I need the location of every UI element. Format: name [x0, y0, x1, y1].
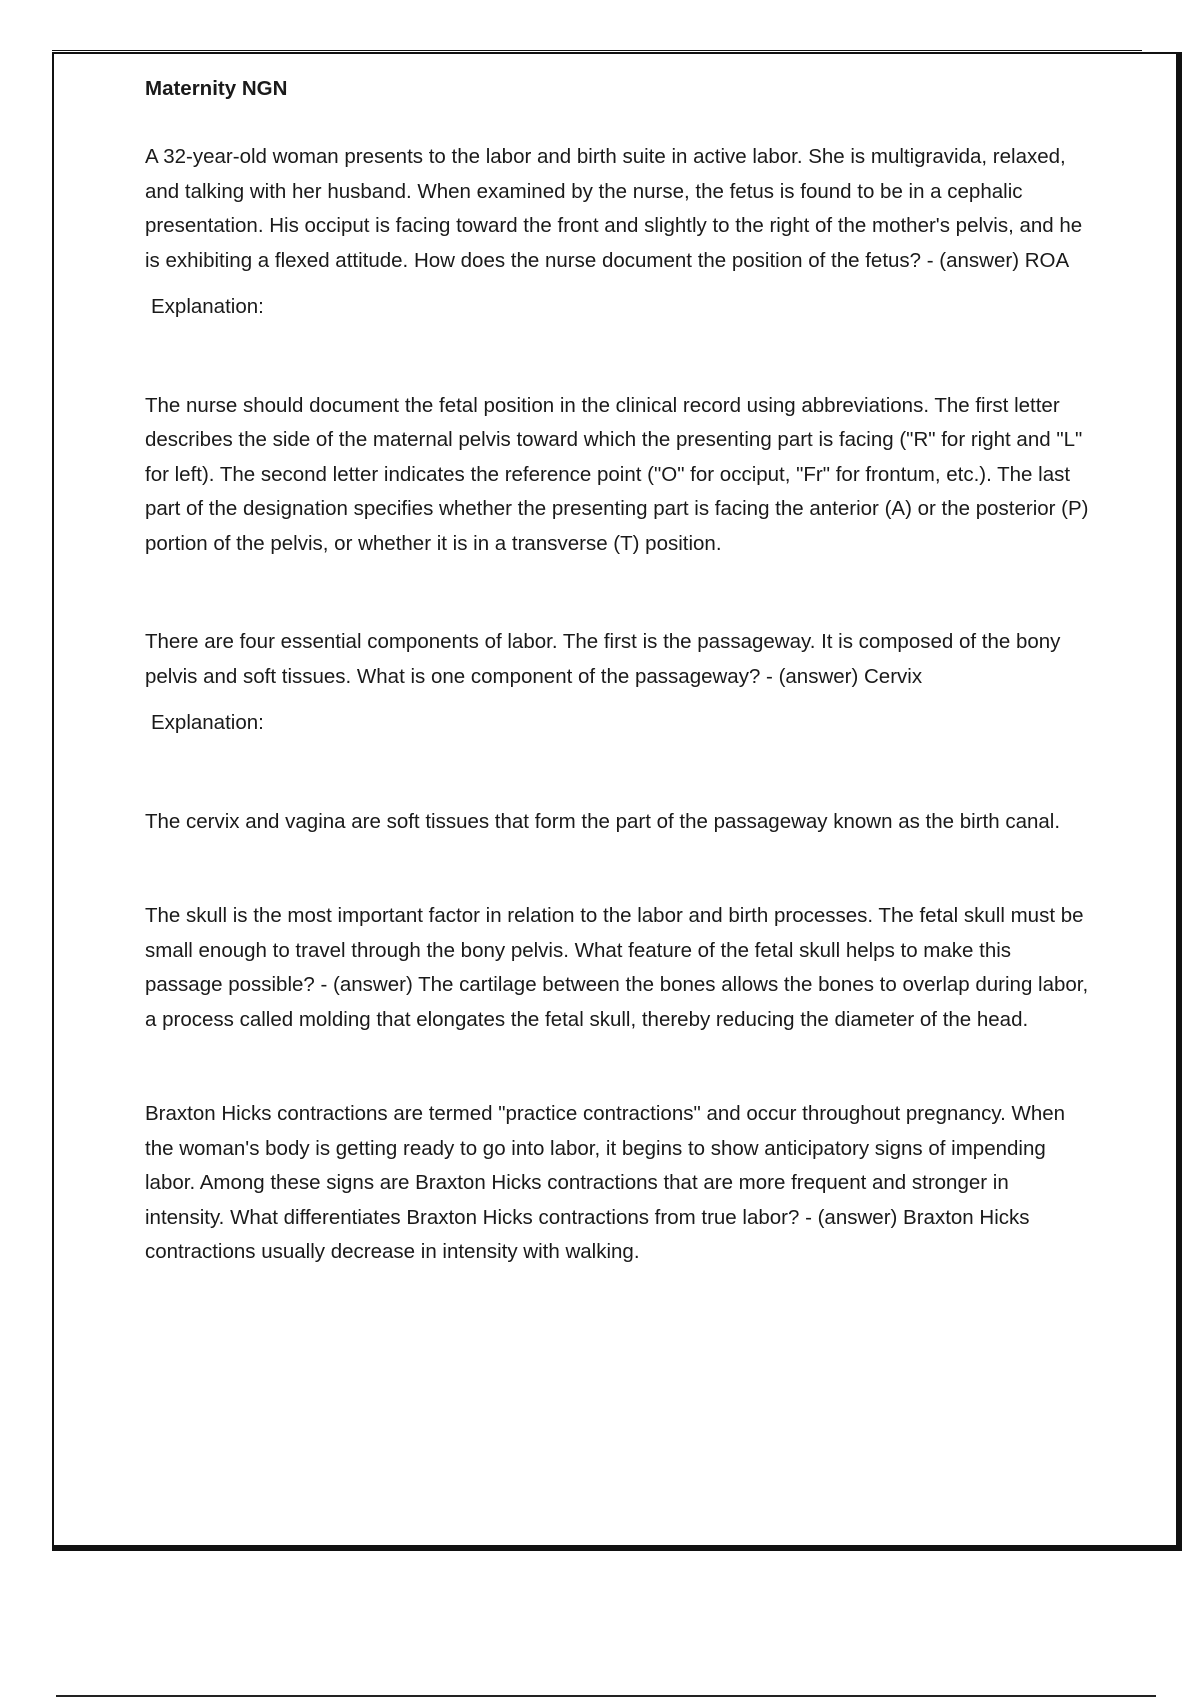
- question-2: There are four essential components of labor. The first is the passageway. It is composed of the bony pelvis and soft tissues. What is one component of the passageway? - (answer) Cervix: [145, 630, 1061, 688]
- question-4: Braxton Hicks contractions are termed "practice contractions" and occur throughout pregnancy. When the woman's body is getting ready to go into labor, it begins to show anticipatory signs of impending labor. Among these signs are Braxton Hicks contractions that are more frequent and stronger in intensity. What differentiates Braxton Hicks contractions from true labor? - (answer) Braxton Hicks contractions usually decrease in intensity with walking.: [145, 1102, 1066, 1263]
- explanation-label-1: Explanation:: [151, 295, 264, 318]
- document-content: [145, 72, 1090, 1270]
- question-1: A 32-year-old woman presents to the labor and birth suite in active labor. She is multigravida, relaxed, and talking with her husband. When examined by the nurse, the fetus is found to be in a cephalic presentation. His occiput is facing toward the front and slightly to the right of the mother's pelvis, and he is exhibiting a flexed attitude. How does the nurse document the position of the fetus? - (answer) ROA: [145, 145, 1083, 272]
- page-bottom-rule: [56, 1695, 1156, 1697]
- spacer: [145, 839, 1090, 899]
- explanation-2: The cervix and vagina are soft tissues that form the part of the passageway known as the birth canal.: [145, 809, 1061, 833]
- spacer: [145, 741, 1090, 805]
- explanation-label-2: Explanation:: [151, 711, 264, 734]
- explanation-1: The nurse should document the fetal position in the clinical record using abbreviations. The first letter describes the side of the maternal pelvis toward which the presenting part is facing ("R" for right and "L" for left). The second letter indicates the reference point ("O" for occiput, "Fr" for frontum, etc.). The last part of the designation specifies whether the presenting part is facing the anterior (A) or the posterior (P) portion of the pelvis, or whether it is in a transverse (T) position.: [145, 393, 1089, 555]
- question-3: The skull is the most important factor in relation to the labor and birth processes. The fetal skull must be small enough to travel through the bony pelvis. What feature of the fetal skull helps to make this passage possible? - (answer) The cartilage between the bones allows the bones to overlap during labor, a process called molding that elongates the fetal skull, thereby reducing the diameter of the head.: [145, 904, 1089, 1031]
- document-title: Maternity NGN: [145, 77, 288, 100]
- page-frame-top-line: [52, 50, 1142, 51]
- spacer: [145, 1037, 1090, 1097]
- spacer: [145, 561, 1090, 625]
- spacer: [145, 325, 1090, 389]
